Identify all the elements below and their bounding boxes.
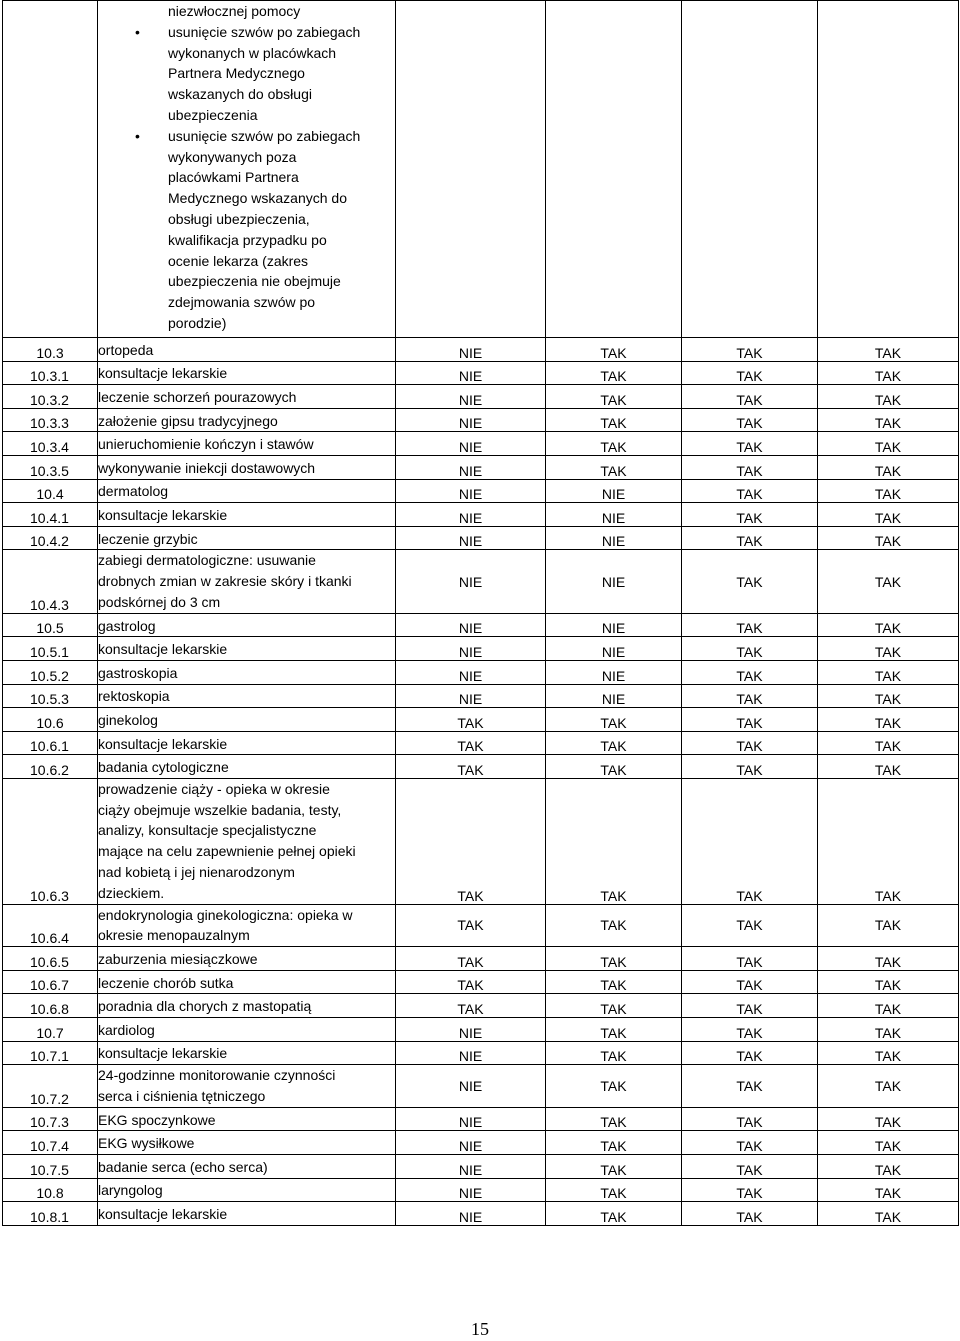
table-row <box>3 503 959 527</box>
row-description <box>98 1131 396 1155</box>
description-line: leczenie grzybic <box>98 530 198 547</box>
coverage-value-3: TAK <box>682 755 818 779</box>
coverage-value-4: TAK <box>818 1131 959 1155</box>
coverage-value-1: NIE <box>396 526 546 550</box>
coverage-value-2: TAK <box>546 1202 682 1226</box>
description-line: wykonywanie iniekcji dostawowych <box>98 459 316 476</box>
coverage-value-2: NIE <box>546 660 682 684</box>
row-description <box>98 408 396 432</box>
continuation-line-text: usunięcie szwów po zabiegach <box>168 23 361 40</box>
description-line: laryngolog <box>98 1182 163 1199</box>
continuation-line <box>135 126 395 147</box>
row-description <box>98 613 396 637</box>
coverage-value-1: NIE <box>396 408 546 432</box>
coverage-value-1: NIE <box>396 361 546 385</box>
coverage-value-1: TAK <box>396 970 546 994</box>
description-line: gastrolog <box>98 617 156 634</box>
coverage-value-1: NIE <box>396 1018 546 1042</box>
coverage-value-2: TAK <box>546 1018 682 1042</box>
coverage-value-1: TAK <box>396 778 546 904</box>
coverage-value-4: TAK <box>818 1107 959 1131</box>
continuation-line-text: niezwłocznej pomocy <box>168 3 301 19</box>
coverage-value-3: TAK <box>682 1178 818 1202</box>
coverage-value-3: TAK <box>682 479 818 503</box>
coverage-value-3: TAK <box>682 1107 818 1131</box>
table-row <box>3 708 959 732</box>
row-description <box>98 660 396 684</box>
coverage-value-3: TAK <box>682 994 818 1018</box>
row-description <box>98 479 396 503</box>
row-number: 10.3.2 <box>3 385 98 409</box>
coverage-value-3: TAK <box>682 778 818 904</box>
coverage-value-2: NIE <box>546 550 682 613</box>
table-row <box>3 1041 959 1065</box>
continuation-line <box>168 313 395 334</box>
coverage-value-3: TAK <box>682 1065 818 1108</box>
coverage-value-3: TAK <box>682 1041 818 1065</box>
coverage-value-4: TAK <box>818 613 959 637</box>
continuation-line <box>168 63 395 84</box>
coverage-value-3: TAK <box>682 1202 818 1226</box>
description-line: analizy, konsultacje specjalistyczne <box>98 822 317 839</box>
coverage-value-2: TAK <box>546 408 682 432</box>
coverage-value-2: TAK <box>546 1155 682 1179</box>
continuation-desc-cell <box>98 1 396 338</box>
coverage-value-1: NIE <box>396 385 546 409</box>
table-row <box>3 432 959 456</box>
row-number: 10.7.2 <box>3 1065 98 1108</box>
row-description <box>98 503 396 527</box>
coverage-value-4: TAK <box>818 1202 959 1226</box>
coverage-value-2: TAK <box>546 338 682 362</box>
coverage-value-4: TAK <box>818 432 959 456</box>
row-number: 10.3.1 <box>3 361 98 385</box>
description-line: podskórnej do 3 cm <box>98 593 221 610</box>
table-row <box>3 970 959 994</box>
description-line: endokrynologia ginekologiczna: opieka w <box>98 906 353 923</box>
coverage-value-3: TAK <box>682 708 818 732</box>
description-line: konsultacje lekarskie <box>98 641 228 658</box>
coverage-value-1: NIE <box>396 637 546 661</box>
coverage-value-2: NIE <box>546 503 682 527</box>
coverage-value-4: TAK <box>818 947 959 971</box>
coverage-value-3: TAK <box>682 904 818 947</box>
coverage-value-2: TAK <box>546 1178 682 1202</box>
coverage-value-2: TAK <box>546 1131 682 1155</box>
description-line: zabiegi dermatologiczne: usuwanie <box>98 552 316 569</box>
coverage-value-3: TAK <box>682 1018 818 1042</box>
description-line: drobnych zmian w zakresie skóry i tkanki <box>98 573 352 590</box>
coverage-value-2: TAK <box>546 731 682 755</box>
coverage-value-1: TAK <box>396 947 546 971</box>
table-row <box>3 455 959 479</box>
description-line: badanie serca (echo serca) <box>98 1158 268 1175</box>
continuation-row <box>3 1 959 338</box>
continuation-line <box>168 292 395 313</box>
coverage-value-4: TAK <box>818 338 959 362</box>
row-description <box>98 731 396 755</box>
continuation-line <box>168 105 395 126</box>
coverage-value-2: NIE <box>546 479 682 503</box>
description-line: dzieckiem. <box>98 884 165 901</box>
row-description <box>98 385 396 409</box>
description-line: unieruchomienie kończyn i stawów <box>98 436 314 453</box>
continuation-line <box>168 1 395 22</box>
row-number: 10.7.3 <box>3 1107 98 1131</box>
coverage-value-3: TAK <box>682 526 818 550</box>
coverage-value-2: NIE <box>546 526 682 550</box>
coverage-value-4: TAK <box>818 385 959 409</box>
continuation-line-text: wykonywanych poza <box>168 148 297 165</box>
coverage-value-1: TAK <box>396 904 546 947</box>
coverage-table-page <box>2 0 958 1226</box>
description-line: konsultacje lekarskie <box>98 735 228 752</box>
coverage-value-3: TAK <box>682 503 818 527</box>
coverage-value-4: TAK <box>818 684 959 708</box>
coverage-value-2: NIE <box>546 637 682 661</box>
coverage-value-2: TAK <box>546 385 682 409</box>
row-description <box>98 526 396 550</box>
coverage-value-2: TAK <box>546 361 682 385</box>
row-description <box>98 550 396 613</box>
bullet-icon: • <box>135 23 140 40</box>
description-line: zaburzenia miesiączkowe <box>98 951 258 968</box>
coverage-value-3: TAK <box>682 731 818 755</box>
coverage-value-1: NIE <box>396 1178 546 1202</box>
table-row <box>3 385 959 409</box>
continuation-line-text: kwalifikacja przypadku po <box>168 231 327 248</box>
coverage-value-4: TAK <box>818 1178 959 1202</box>
description-line: gastroskopia <box>98 664 178 681</box>
coverage-value-1: TAK <box>396 731 546 755</box>
row-description <box>98 708 396 732</box>
row-number: 10.8.1 <box>3 1202 98 1226</box>
row-number: 10.6.5 <box>3 947 98 971</box>
coverage-value-2: TAK <box>546 455 682 479</box>
coverage-value-4: TAK <box>818 994 959 1018</box>
row-number: 10.8 <box>3 1178 98 1202</box>
continuation-line <box>168 251 395 272</box>
coverage-value-1: NIE <box>396 1131 546 1155</box>
coverage-value-3: TAK <box>682 684 818 708</box>
row-number: 10.7.4 <box>3 1131 98 1155</box>
continuation-line-text: Partnera Medycznego <box>168 65 305 82</box>
continuation-val-cell <box>546 1 682 338</box>
description-line: konsultacje lekarskie <box>98 365 228 382</box>
table-row <box>3 361 959 385</box>
row-description <box>98 778 396 904</box>
description-line: leczenie schorzeń pourazowych <box>98 388 297 405</box>
coverage-value-2: TAK <box>546 778 682 904</box>
row-description <box>98 1065 396 1108</box>
continuation-line-text: usunięcie szwów po zabiegach <box>168 127 361 144</box>
coverage-value-1: NIE <box>396 1065 546 1108</box>
table-row <box>3 338 959 362</box>
coverage-value-1: NIE <box>396 479 546 503</box>
row-number: 10.5.1 <box>3 637 98 661</box>
table-row <box>3 755 959 779</box>
row-description <box>98 1107 396 1131</box>
coverage-value-3: TAK <box>682 385 818 409</box>
continuation-line <box>168 43 395 64</box>
coverage-value-3: TAK <box>682 432 818 456</box>
continuation-bullet-list <box>98 1 395 334</box>
coverage-value-4: TAK <box>818 361 959 385</box>
table-row <box>3 1065 959 1108</box>
table-row <box>3 904 959 947</box>
coverage-value-3: TAK <box>682 550 818 613</box>
bullet-icon: • <box>135 127 140 144</box>
coverage-value-3: TAK <box>682 361 818 385</box>
continuation-line <box>168 84 395 105</box>
row-number: 10.5 <box>3 613 98 637</box>
coverage-value-4: TAK <box>818 1065 959 1108</box>
coverage-value-2: TAK <box>546 1107 682 1131</box>
coverage-value-3: TAK <box>682 660 818 684</box>
coverage-value-4: TAK <box>818 660 959 684</box>
coverage-value-4: TAK <box>818 970 959 994</box>
coverage-value-1: NIE <box>396 550 546 613</box>
description-line: ginekolog <box>98 711 158 728</box>
coverage-value-4: TAK <box>818 503 959 527</box>
table-row <box>3 1155 959 1179</box>
coverage-value-3: TAK <box>682 970 818 994</box>
coverage-value-4: TAK <box>818 1018 959 1042</box>
table-row <box>3 637 959 661</box>
row-description <box>98 1155 396 1179</box>
row-number: 10.4.1 <box>3 503 98 527</box>
coverage-value-1: TAK <box>396 755 546 779</box>
continuation-val-cell <box>396 1 546 338</box>
row-description <box>98 432 396 456</box>
coverage-value-3: TAK <box>682 947 818 971</box>
coverage-value-1: NIE <box>396 1107 546 1131</box>
row-number: 10.7 <box>3 1018 98 1042</box>
description-line: EKG spoczynkowe <box>98 1111 216 1128</box>
continuation-line <box>168 188 395 209</box>
description-line: założenie gipsu tradycyjnego <box>98 412 278 429</box>
coverage-value-1: TAK <box>396 708 546 732</box>
continuation-line <box>168 230 395 251</box>
coverage-value-3: TAK <box>682 1155 818 1179</box>
row-description <box>98 637 396 661</box>
description-line: okresie menopauzalnym <box>98 927 250 944</box>
row-number: 10.3.3 <box>3 408 98 432</box>
coverage-value-2: TAK <box>546 994 682 1018</box>
coverage-value-4: TAK <box>818 904 959 947</box>
row-number: 10.6.3 <box>3 778 98 904</box>
table-row <box>3 526 959 550</box>
coverage-value-2: TAK <box>546 708 682 732</box>
continuation-line-text: obsługi ubezpieczenia, <box>168 210 310 227</box>
continuation-line-text: ocenie lekarza (zakres <box>168 252 309 269</box>
coverage-value-2: NIE <box>546 613 682 637</box>
coverage-value-3: TAK <box>682 455 818 479</box>
table-row <box>3 550 959 613</box>
coverage-value-2: TAK <box>546 432 682 456</box>
description-line: dermatolog <box>98 483 169 500</box>
page-number: 15 <box>471 1319 489 1339</box>
coverage-value-1: NIE <box>396 432 546 456</box>
description-line: konsultacje lekarskie <box>98 1045 228 1062</box>
coverage-table <box>2 0 959 1226</box>
row-number: 10.6 <box>3 708 98 732</box>
coverage-value-3: TAK <box>682 637 818 661</box>
description-line: badania cytologiczne <box>98 759 229 776</box>
table-row <box>3 1202 959 1226</box>
coverage-value-4: TAK <box>818 550 959 613</box>
row-number: 10.3.5 <box>3 455 98 479</box>
row-number: 10.6.2 <box>3 755 98 779</box>
description-line: serca i ciśnienia tętniczego <box>98 1088 266 1105</box>
coverage-value-1: NIE <box>396 1041 546 1065</box>
coverage-value-2: TAK <box>546 1041 682 1065</box>
description-line: konsultacje lekarskie <box>98 506 228 523</box>
table-row <box>3 731 959 755</box>
row-description <box>98 1178 396 1202</box>
coverage-value-3: TAK <box>682 408 818 432</box>
coverage-value-2: TAK <box>546 1065 682 1108</box>
continuation-val-cell <box>682 1 818 338</box>
description-line: rektoskopia <box>98 688 170 705</box>
row-number: 10.3 <box>3 338 98 362</box>
row-description <box>98 1018 396 1042</box>
description-line: poradnia dla chorych z mastopatią <box>98 998 312 1015</box>
continuation-line-text: wskazanych do obsługi <box>168 86 312 103</box>
table-row <box>3 1018 959 1042</box>
description-line: ciąży obejmuje wszelkie badania, testy, <box>98 801 342 818</box>
row-number: 10.6.4 <box>3 904 98 947</box>
description-line: nad kobietą i jej nienarodzonym <box>98 864 295 881</box>
row-number: 10.6.1 <box>3 731 98 755</box>
row-description <box>98 455 396 479</box>
coverage-value-2: NIE <box>546 684 682 708</box>
continuation-line <box>168 147 395 168</box>
description-line: prowadzenie ciąży - opieka w okresie <box>98 780 330 797</box>
table-row <box>3 947 959 971</box>
row-description <box>98 684 396 708</box>
continuation-line <box>168 167 395 188</box>
continuation-line-text: Medycznego wskazanych do <box>168 190 347 207</box>
coverage-value-2: TAK <box>546 970 682 994</box>
coverage-value-1: TAK <box>396 994 546 1018</box>
coverage-value-4: TAK <box>818 1155 959 1179</box>
coverage-value-1: NIE <box>396 1202 546 1226</box>
description-line: ortopeda <box>98 341 154 358</box>
coverage-value-2: TAK <box>546 755 682 779</box>
coverage-value-3: TAK <box>682 338 818 362</box>
table-row <box>3 1178 959 1202</box>
row-number: 10.6.7 <box>3 970 98 994</box>
coverage-value-4: TAK <box>818 1041 959 1065</box>
continuation-val-cell <box>818 1 959 338</box>
row-number: 10.5.2 <box>3 660 98 684</box>
continuation-line-text: wykonanych w placówkach <box>168 44 337 61</box>
table-row <box>3 778 959 904</box>
coverage-value-4: TAK <box>818 526 959 550</box>
coverage-value-4: TAK <box>818 408 959 432</box>
continuation-line-text: placówkami Partnera <box>168 169 299 186</box>
row-description <box>98 1041 396 1065</box>
coverage-value-4: TAK <box>818 778 959 904</box>
coverage-value-4: TAK <box>818 455 959 479</box>
description-line: EKG wysiłkowe <box>98 1135 195 1152</box>
row-number: 10.4.3 <box>3 550 98 613</box>
continuation-num-cell <box>3 1 98 338</box>
coverage-value-1: NIE <box>396 660 546 684</box>
description-line: 24-godzinne monitorowanie czynności <box>98 1067 336 1084</box>
row-number: 10.6.8 <box>3 994 98 1018</box>
description-line: leczenie chorób sutka <box>98 974 234 991</box>
coverage-value-3: TAK <box>682 1131 818 1155</box>
table-row <box>3 408 959 432</box>
row-description <box>98 338 396 362</box>
coverage-value-1: NIE <box>396 613 546 637</box>
row-number: 10.5.3 <box>3 684 98 708</box>
row-number: 10.4 <box>3 479 98 503</box>
coverage-value-1: NIE <box>396 1155 546 1179</box>
row-description <box>98 755 396 779</box>
continuation-line-text: porodzie) <box>168 314 227 331</box>
row-description <box>98 994 396 1018</box>
row-number: 10.3.4 <box>3 432 98 456</box>
continuation-line-text: zdejmowania szwów po <box>168 294 316 311</box>
coverage-value-3: TAK <box>682 613 818 637</box>
row-number: 10.4.2 <box>3 526 98 550</box>
continuation-line <box>168 271 395 292</box>
description-line: mające na celu zapewnienie pełnej opieki <box>98 843 356 860</box>
coverage-value-1: NIE <box>396 338 546 362</box>
table-row <box>3 660 959 684</box>
row-number: 10.7.5 <box>3 1155 98 1179</box>
description-line: konsultacje lekarskie <box>98 1206 228 1222</box>
coverage-value-4: TAK <box>818 479 959 503</box>
row-description <box>98 970 396 994</box>
row-description <box>98 947 396 971</box>
continuation-line <box>135 22 395 43</box>
continuation-line-text: ubezpieczenia <box>168 106 258 123</box>
coverage-value-4: TAK <box>818 731 959 755</box>
row-number: 10.7.1 <box>3 1041 98 1065</box>
table-row <box>3 613 959 637</box>
coverage-value-2: TAK <box>546 904 682 947</box>
coverage-value-1: NIE <box>396 503 546 527</box>
row-description <box>98 361 396 385</box>
row-description <box>98 1202 396 1226</box>
table-row <box>3 684 959 708</box>
continuation-line-text: ubezpieczenia nie obejmuje <box>168 273 341 290</box>
table-row <box>3 994 959 1018</box>
table-row <box>3 1107 959 1131</box>
continuation-line <box>168 209 395 230</box>
row-description <box>98 904 396 947</box>
coverage-value-4: TAK <box>818 755 959 779</box>
description-line: kardiolog <box>98 1021 155 1038</box>
coverage-value-4: TAK <box>818 708 959 732</box>
coverage-value-2: TAK <box>546 947 682 971</box>
table-row <box>3 479 959 503</box>
coverage-value-4: TAK <box>818 637 959 661</box>
coverage-value-1: NIE <box>396 455 546 479</box>
table-row <box>3 1131 959 1155</box>
coverage-value-1: NIE <box>396 684 546 708</box>
coverage-table-body <box>3 1 959 1226</box>
